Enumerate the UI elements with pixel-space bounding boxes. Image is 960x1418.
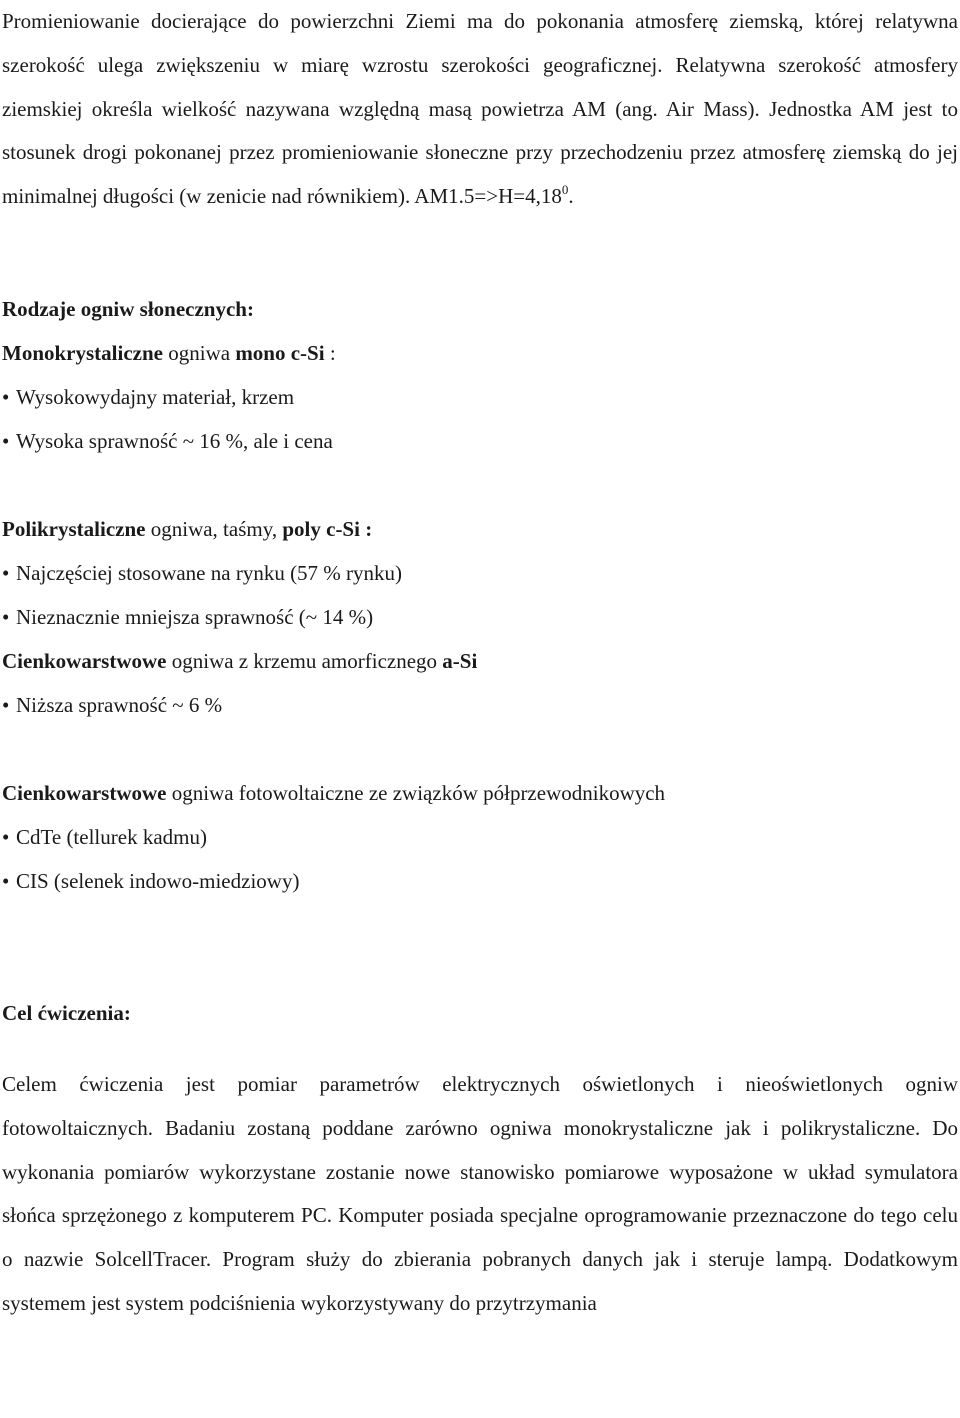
intro-text: Promieniowanie docierające do powierzchni Ziemi ma do pokonania atmosferę ziemską, której relatywna szerokość ulega zwiększeniu w miarę wzrostu szerokości geograficznej. Relatywna szerokość atmosfery ziemskiej określa wielkość nazywana względną masą powietrza AM (ang. Air Mass). Jednostka AM jest to stosunek drogi pokonanej przez promieniowanie słoneczne przy przechodzeniu przez atmosferę ziemską do jej minimalnej długości (w zenicie nad równikiem). AM1.5=>H=4,18 — [2, 9, 958, 209]
degree-superscript: 0 — [561, 182, 569, 198]
list-item: • CdTe (tellurek kadmu) — [2, 815, 958, 859]
list-item: • Wysoka sprawność ~ 16 %, ale i cena — [2, 419, 958, 463]
compound-heading: Cienkowarstwowe ogniwa fotowoltaiczne ze związków półprzewodnikowych — [2, 780, 666, 805]
goal-paragraph: Celem ćwiczenia jest pomiar parametrów elektrycznych oświetlonych i nieoświetlonych ogniw fotowoltaicznych. Badaniu zostaną poddane zarówno ogniwa monokrystaliczne jak i polikrystaliczne. Do wykonania pomiarów wykorzystane zostanie nowe stanowisko pomiarowe wyposażone w układ symulatora słońca sprzężonego z komputerem PC. Komputer posiada specjalne oprogramowanie przeznaczone do tego celu o nazwie SolcellTracer. Program służy do zbierania pobranych danych jak i steruje lampą. Dodatkowym systemem jest system podciśnienia wykorzystywany do przytrzymania — [2, 1071, 958, 1315]
spacer — [2, 219, 958, 287]
goal-heading: Cel ćwiczenia: — [2, 1000, 131, 1025]
mono-heading: Monokrystaliczne ogniwa mono c-Si : — [2, 340, 336, 365]
intro-paragraph — [2, 0, 958, 219]
list-item: • Wysokowydajny materiał, krzem — [2, 375, 958, 419]
poly-heading: Polikrystaliczne ogniwa, taśmy, poly c-Si : — [2, 516, 373, 541]
types-heading: Rodzaje ogniw słonecznych: — [2, 296, 254, 321]
spacer — [2, 463, 958, 507]
spacer — [2, 1035, 958, 1063]
spacer — [2, 903, 958, 991]
list-item: • Nieznacznie mniejsza sprawność (~ 14 %) — [2, 595, 958, 639]
spacer — [2, 727, 958, 771]
list-item: • Niższa sprawność ~ 6 % — [2, 683, 958, 727]
list-item: • CIS (selenek indowo-miedziowy) — [2, 859, 958, 903]
intro-end: . — [568, 184, 574, 209]
list-item: • Najczęściej stosowane na rynku (57 % rynku) — [2, 551, 958, 595]
amorph-heading: Cienkowarstwowe ogniwa z krzemu amorficznego a-Si — [2, 648, 478, 673]
